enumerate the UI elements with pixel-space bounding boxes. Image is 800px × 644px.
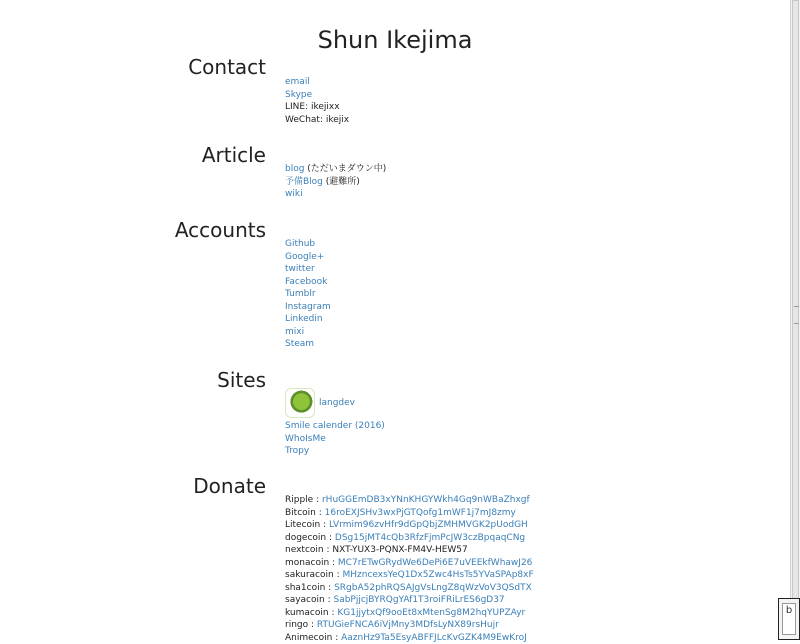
coin-row: Animecoin : AaznHz9Ta5EsyABFFJLcKvGZK4M9EwKroJ [285,632,534,644]
coin-name: kumacoin [285,608,329,618]
coin-address-link[interactable]: SabPjjcjBYRQgYAf1T3roiFRiLrES6gD37 [333,595,504,605]
instagram-link[interactable]: Instagram [285,302,331,312]
coin-address-link[interactable]: KG1jjytxQf9ooEt8xMtenSg8M2hqYUPZAyr [337,608,525,618]
email-link[interactable]: email [285,77,310,87]
langdev-link[interactable]: langdev [319,397,355,410]
coin-row: Litecoin : LVrmim96zvHfr9dGpQbjZMHMVGK2pUodGH [285,519,534,532]
tumblr-link[interactable]: Tumblr [285,289,316,299]
sites-list [285,386,385,458]
accounts-heading: Accounts [0,218,266,242]
github-link[interactable]: Github [285,239,315,249]
donate-heading: Donate [0,474,266,498]
scrollbar-grip-icon [794,306,799,324]
coin-address-link[interactable]: LVrmim96zvHfr9dGpQbjZMHMVGK2pUodGH [329,520,528,530]
facebook-link[interactable]: Facebook [285,277,327,287]
coin-name: nextcoin [285,545,324,555]
blog-link[interactable]: blog [285,164,304,174]
coin-address-link[interactable]: MHzncexsYeQ1Dx5Zwc4HsTs5YVaSPAp8xF [342,570,533,580]
coin-row: ringo : RTUGieFNCA6iVjMny3MDfsLyNX89rsHujr [285,619,534,632]
coin-name: dogecoin [285,533,326,543]
coin-address-link[interactable]: DSg15jMT4cQb3RfzFjmPcJW3czBpqaqCNg [335,533,525,543]
steam-link[interactable]: Steam [285,339,314,349]
smile-calender-link[interactable]: Smile calender (2016) [285,421,385,431]
contact-list [285,76,349,126]
backup-blog-note: (避難所) [323,177,360,187]
coin-name: Animecoin [285,633,332,643]
accounts-list [285,238,331,351]
line-id: LINE: ikejixx [285,101,349,114]
scrollbar-thumb[interactable] [792,0,799,640]
linkedin-link[interactable]: Linkedin [285,314,323,324]
coin-address-link[interactable]: AaznHz9Ta5EsyABFFJLcKvGZK4M9EwKroJ [341,633,527,643]
wiki-link[interactable]: wiki [285,189,303,199]
coin-row: sayacoin : SabPjjcjBYRQgYAf1T3roiFRiLrES6gD37 [285,594,534,607]
coin-address-link[interactable]: rHuGGEmDB3xYNnKHGYWkh4Gq9nWBaZhxgf [322,495,530,505]
whoisme-link[interactable]: WhoIsMe [285,434,326,444]
page-title: Shun Ikejima [0,26,790,54]
langdev-item [285,386,385,420]
coin-name: sayacoin [285,595,325,605]
article-item [285,176,386,189]
coin-row: dogecoin : DSg15jMT4cQb3RfzFjmPcJW3czBpqaqCNg [285,532,534,545]
coin-name: sha1coin [285,583,325,593]
sites-heading: Sites [0,368,266,392]
coin-name: Litecoin [285,520,320,530]
blog-note: (ただいまダウン中) [304,164,386,174]
coin-address-link[interactable]: RTUGieFNCA6iVjMny3MDfsLyNX89rsHujr [317,620,499,630]
donate-list [285,494,534,644]
google-plus-link[interactable]: Google+ [285,252,324,262]
coin-name: sakuracoin [285,570,334,580]
coin-address-text: NXT-YUX3-PQNX-FM4V-HEW57 [332,545,467,555]
tropy-link[interactable]: Tropy [285,446,309,456]
coin-address-link[interactable]: SRgbA52phRQSAJgVsLngZ8qWzVoV3QSdTX [334,583,532,593]
langdev-logo-icon[interactable] [285,388,315,418]
coin-address-link[interactable]: 16roEXJSHv3wxPjGTQofg1mWF1j7mJ8zmy [325,508,516,518]
article-list [285,163,386,201]
coin-row: sakuracoin : MHzncexsYeQ1Dx5Zwc4HsTs5YVaSPAp8xF [285,569,534,582]
popup-button[interactable]: b [782,603,796,635]
coin-row: kumacoin : KG1jjytxQf9ooEt8xMtenSg8M2hqYUPZAyr [285,607,534,620]
article-item [285,163,386,176]
coin-name: monacoin [285,558,329,568]
contact-heading: Contact [0,55,266,79]
article-heading: Article [0,143,266,167]
coin-row: Ripple : rHuGGEmDB3xYNnKHGYWkh4Gq9nWBaZhxgf [285,494,534,507]
coin-row: monacoin : MC7rETwGRydWe6DePi6E7uVEEkfWhawJ26 [285,557,534,570]
backup-blog-link[interactable]: 予備Blog [285,177,323,187]
mixi-link[interactable]: mixi [285,327,304,337]
vertical-scrollbar[interactable] [790,0,800,640]
coin-row: Bitcoin : 16roEXJSHv3wxPjGTQofg1mWF1j7mJ8zmy [285,507,534,520]
coin-name: Bitcoin [285,508,316,518]
coin-name: ringo [285,620,308,630]
wechat-id: WeChat: ikejix [285,114,349,127]
article-item [285,188,386,201]
coin-address-link[interactable]: MC7rETwGRydWe6DePi6E7uVEEkfWhawJ26 [338,558,532,568]
coin-name: Ripple [285,495,313,505]
twitter-link[interactable]: twitter [285,264,315,274]
coin-row: sha1coin : SRgbA52phRQSAJgVsLngZ8qWzVoV3QSdTX [285,582,534,595]
corner-popup[interactable] [778,598,800,640]
coin-row: nextcoin : NXT-YUX3-PQNX-FM4V-HEW57 [285,544,534,557]
skype-link[interactable]: Skype [285,90,312,100]
